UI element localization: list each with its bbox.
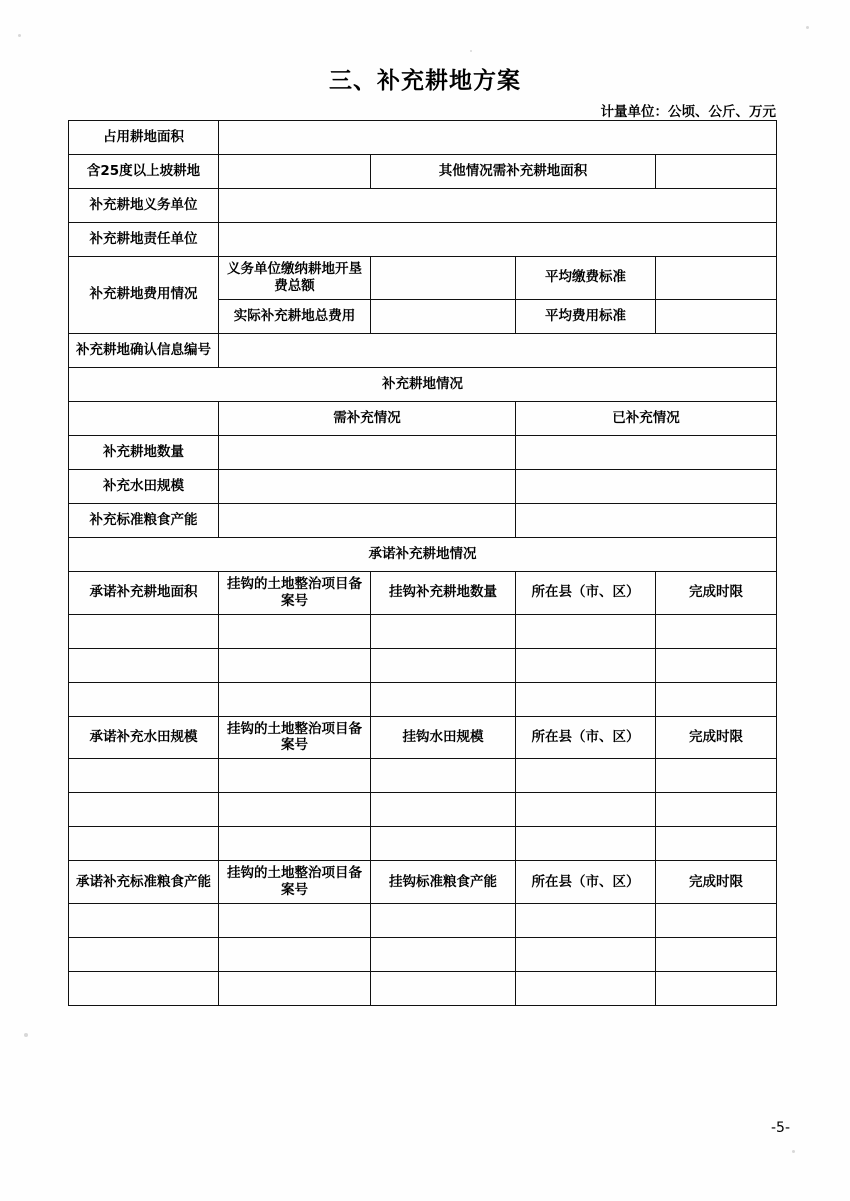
table-row-commit-headers-paddy — [69, 716, 777, 759]
cell-commit-area-3-5[interactable] — [656, 682, 777, 716]
page-number: -5- — [770, 1120, 790, 1136]
value-status-quantity-need[interactable] — [219, 435, 516, 469]
table-row-responsible-unit — [69, 223, 777, 257]
cell-commit-area-2-2[interactable] — [219, 648, 371, 682]
column-header-deadline-2: 完成时限 — [656, 716, 777, 759]
label-responsible-unit: 补充耕地责任单位 — [69, 223, 219, 257]
scan-speck — [470, 50, 472, 52]
value-confirmation-number[interactable] — [219, 333, 777, 367]
label-status-paddy-scale: 补充水田规模 — [69, 469, 219, 503]
cell-commit-grain-1-1[interactable] — [69, 904, 219, 938]
cell-commit-paddy-1-3[interactable] — [371, 759, 516, 793]
value-fee-avg-paid[interactable] — [656, 257, 777, 300]
cell-commit-paddy-3-3[interactable] — [371, 827, 516, 861]
table-row-status-column-headers — [69, 401, 777, 435]
cell-commit-grain-3-1[interactable] — [69, 972, 219, 1006]
label-fee-actual-total: 实际补充耕地总费用 — [219, 299, 371, 333]
measurement-unit-note: 计量单位：公顷、公斤、万元 — [600, 104, 776, 120]
label-duty-unit: 补充耕地义务单位 — [69, 189, 219, 223]
value-status-paddy-done[interactable] — [516, 469, 777, 503]
table-row — [69, 972, 777, 1006]
value-other-required-area[interactable] — [656, 155, 777, 189]
cell-commit-area-3-4[interactable] — [516, 682, 656, 716]
column-header-commit-grain: 承诺补充标准粮食产能 — [69, 861, 219, 904]
table-row — [69, 793, 777, 827]
value-status-grain-done[interactable] — [516, 503, 777, 537]
cell-commit-area-3-3[interactable] — [371, 682, 516, 716]
column-header-project-record-no-1: 挂钩的土地整治项目备案号 — [219, 571, 371, 614]
cell-commit-grain-3-5[interactable] — [656, 972, 777, 1006]
cell-commit-area-1-2[interactable] — [219, 614, 371, 648]
cell-commit-grain-2-1[interactable] — [69, 938, 219, 972]
table-row — [69, 904, 777, 938]
column-header-linked-grain: 挂钩标准粮食产能 — [371, 861, 516, 904]
value-responsible-unit[interactable] — [219, 223, 777, 257]
column-header-county-3: 所在县（市、区） — [516, 861, 656, 904]
cell-commit-grain-3-2[interactable] — [219, 972, 371, 1006]
column-header-linked-quantity: 挂钩补充耕地数量 — [371, 571, 516, 614]
label-fee-group: 补充耕地费用情况 — [69, 257, 219, 334]
value-status-quantity-done[interactable] — [516, 435, 777, 469]
table-row — [69, 469, 777, 503]
cell-commit-grain-3-3[interactable] — [371, 972, 516, 1006]
label-fee-avg-paid: 平均缴费标准 — [516, 257, 656, 300]
label-status-quantity: 补充耕地数量 — [69, 435, 219, 469]
cell-commit-area-2-5[interactable] — [656, 648, 777, 682]
label-fee-total-paid: 义务单位缴纳耕地开垦费总额 — [219, 257, 371, 300]
cell-commit-area-1-4[interactable] — [516, 614, 656, 648]
column-header-commit-paddy: 承诺补充水田规模 — [69, 716, 219, 759]
cell-commit-grain-1-4[interactable] — [516, 904, 656, 938]
cell-commit-paddy-1-5[interactable] — [656, 759, 777, 793]
table-row-confirmation-number — [69, 333, 777, 367]
cell-commit-area-1-5[interactable] — [656, 614, 777, 648]
cell-commit-paddy-3-1[interactable] — [69, 827, 219, 861]
scan-speck — [792, 1150, 795, 1153]
form-body — [69, 121, 777, 1006]
cell-commit-paddy-2-4[interactable] — [516, 793, 656, 827]
label-slope-farmland: 含25度以上坡耕地 — [69, 155, 219, 189]
value-status-grain-need[interactable] — [219, 503, 516, 537]
cell-commit-paddy-2-1[interactable] — [69, 793, 219, 827]
table-row — [69, 614, 777, 648]
column-header-county-1: 所在县（市、区） — [516, 571, 656, 614]
label-section-status: 补充耕地情况 — [69, 367, 777, 401]
section-header-commitment — [69, 537, 777, 571]
value-status-paddy-need[interactable] — [219, 469, 516, 503]
cell-commit-grain-1-2[interactable] — [219, 904, 371, 938]
cell-commit-area-3-1[interactable] — [69, 682, 219, 716]
supplementary-farmland-form-table — [68, 120, 777, 1006]
page-title: 三、补充耕地方案 — [329, 68, 521, 94]
label-other-required-area: 其他情况需补充耕地面积 — [371, 155, 656, 189]
column-header-done: 已补充情况 — [516, 401, 777, 435]
cell-commit-paddy-1-4[interactable] — [516, 759, 656, 793]
table-row — [69, 682, 777, 716]
cell-commit-paddy-2-3[interactable] — [371, 793, 516, 827]
cell-commit-paddy-3-2[interactable] — [219, 827, 371, 861]
column-header-linked-paddy: 挂钩水田规模 — [371, 716, 516, 759]
cell-commit-grain-2-2[interactable] — [219, 938, 371, 972]
column-header-deadline-1: 完成时限 — [656, 571, 777, 614]
cell-commit-area-1-1[interactable] — [69, 614, 219, 648]
column-header-need: 需补充情况 — [219, 401, 516, 435]
cell-commit-grain-1-3[interactable] — [371, 904, 516, 938]
cell-commit-grain-2-4[interactable] — [516, 938, 656, 972]
status-corner-cell — [69, 401, 219, 435]
table-row — [69, 503, 777, 537]
cell-commit-grain-2-3[interactable] — [371, 938, 516, 972]
cell-commit-area-1-3[interactable] — [371, 614, 516, 648]
value-duty-unit[interactable] — [219, 189, 777, 223]
column-header-project-record-no-3: 挂钩的土地整治项目备案号 — [219, 861, 371, 904]
table-row-occupied-area — [69, 121, 777, 155]
table-row — [69, 435, 777, 469]
scan-speck — [18, 34, 21, 37]
cell-commit-grain-1-5[interactable] — [656, 904, 777, 938]
label-occupied-area: 占用耕地面积 — [69, 121, 219, 155]
cell-commit-paddy-1-1[interactable] — [69, 759, 219, 793]
cell-commit-grain-3-4[interactable] — [516, 972, 656, 1006]
column-header-commit-area: 承诺补充耕地面积 — [69, 571, 219, 614]
cell-commit-area-2-1[interactable] — [69, 648, 219, 682]
value-occupied-area[interactable] — [219, 121, 777, 155]
cell-commit-area-2-3[interactable] — [371, 648, 516, 682]
section-header-status — [69, 367, 777, 401]
value-fee-avg-cost[interactable] — [656, 299, 777, 333]
column-header-county-2: 所在县（市、区） — [516, 716, 656, 759]
label-status-grain-capacity: 补充标准粮食产能 — [69, 503, 219, 537]
label-fee-avg-cost: 平均费用标准 — [516, 299, 656, 333]
cell-commit-paddy-2-5[interactable] — [656, 793, 777, 827]
column-header-deadline-3: 完成时限 — [656, 861, 777, 904]
table-row-commit-headers-area — [69, 571, 777, 614]
label-confirmation-number: 补充耕地确认信息编号 — [69, 333, 219, 367]
table-row-duty-unit — [69, 189, 777, 223]
cell-commit-area-2-4[interactable] — [516, 648, 656, 682]
value-slope-farmland[interactable] — [219, 155, 371, 189]
value-fee-total-paid[interactable] — [371, 257, 516, 300]
table-row-fee-paid-total — [69, 257, 777, 300]
column-header-project-record-no-2: 挂钩的土地整治项目备案号 — [219, 716, 371, 759]
cell-commit-grain-2-5[interactable] — [656, 938, 777, 972]
table-row-slope-farmland — [69, 155, 777, 189]
table-row-commit-headers-grain — [69, 861, 777, 904]
scan-speck — [24, 1033, 28, 1037]
cell-commit-paddy-3-5[interactable] — [656, 827, 777, 861]
table-row — [69, 759, 777, 793]
cell-commit-area-3-2[interactable] — [219, 682, 371, 716]
cell-commit-paddy-1-2[interactable] — [219, 759, 371, 793]
cell-commit-paddy-2-2[interactable] — [219, 793, 371, 827]
cell-commit-paddy-3-4[interactable] — [516, 827, 656, 861]
scan-speck — [806, 26, 809, 29]
table-row — [69, 938, 777, 972]
value-fee-actual-total[interactable] — [371, 299, 516, 333]
table-row — [69, 648, 777, 682]
table-row — [69, 827, 777, 861]
label-section-commitment: 承诺补充耕地情况 — [69, 537, 777, 571]
